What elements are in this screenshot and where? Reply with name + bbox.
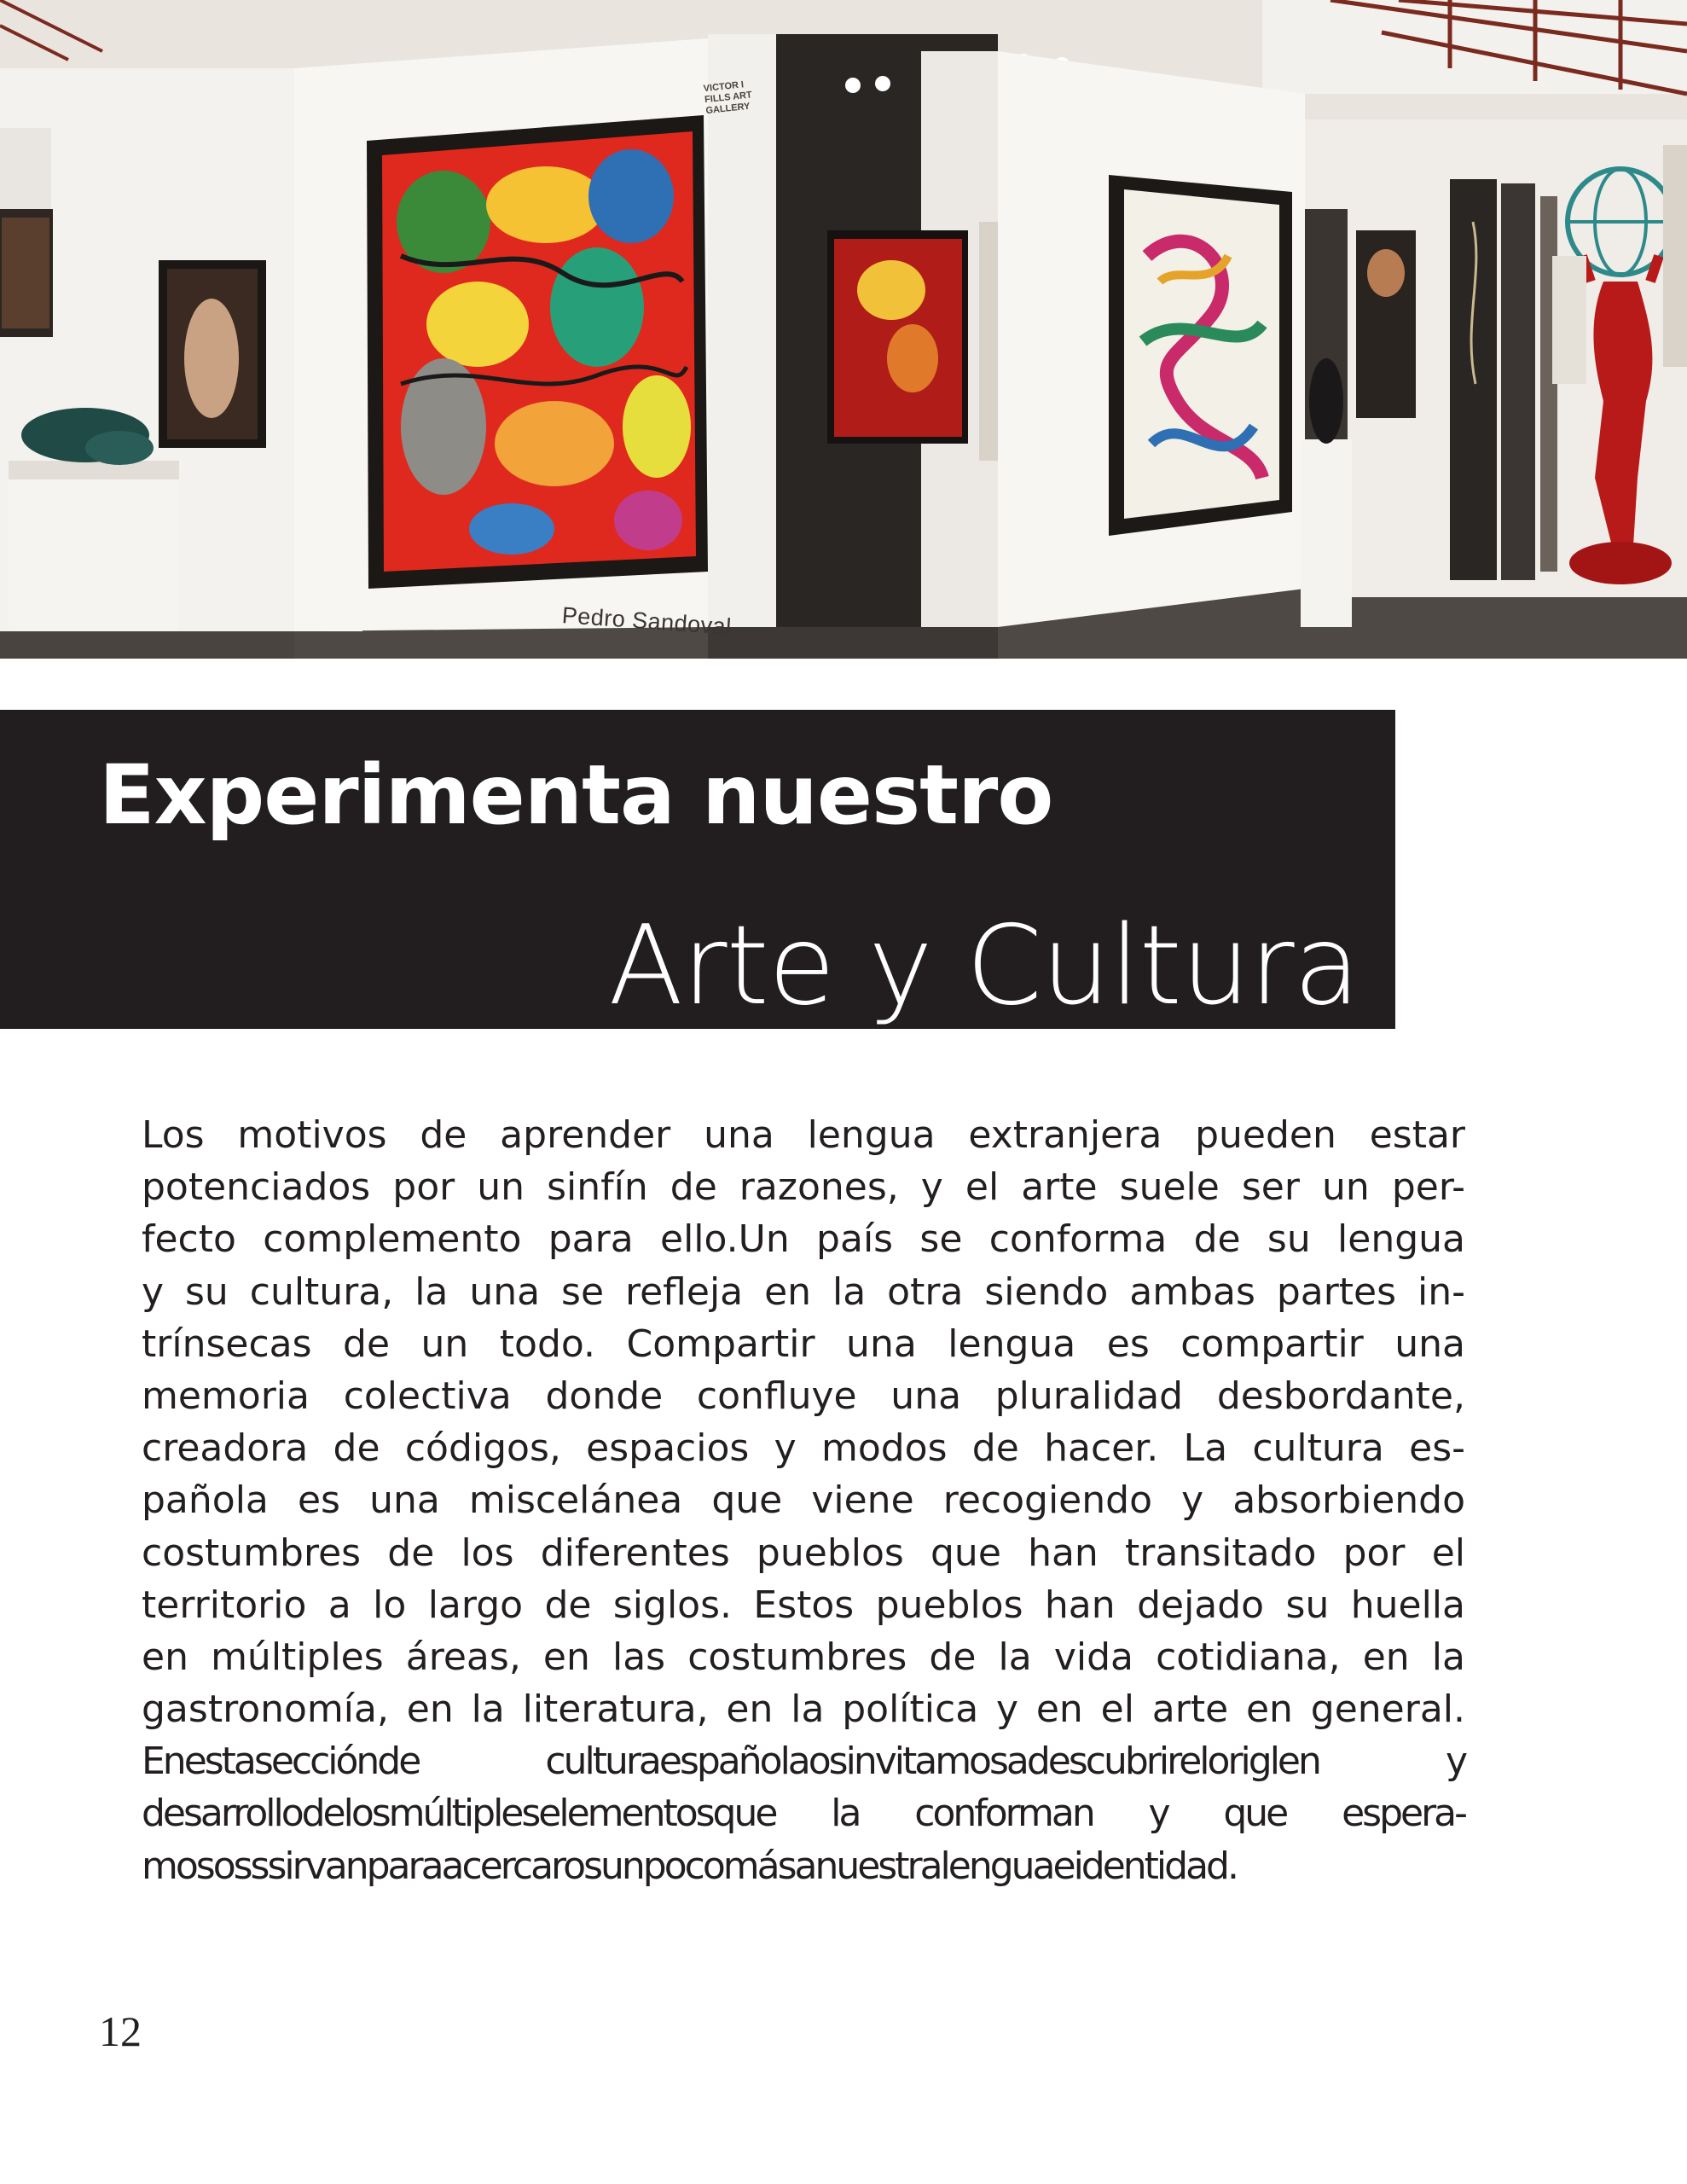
body-line: Los motivos de aprender una lengua extranjera pueden estar: [142, 1113, 1465, 1157]
body-line: costumbres de los diferentes pueblos que han transitado por el: [142, 1531, 1465, 1575]
body-line: trínsecas de un todo. Compartir una lengua es compartir una: [142, 1321, 1465, 1366]
title-line-2: Arte y Cultura: [608, 903, 1359, 1029]
colorful-painting: [367, 115, 708, 589]
body-line: memoria colectiva donde confluye una pluralidad desbordante,: [142, 1374, 1465, 1418]
body-line: fecto complemento para ello.Un país se conforma de su lengua: [142, 1217, 1465, 1262]
body-line: mososssirvanparaacercarosunpocomásanuestralenguaeidentidad.: [142, 1844, 1237, 1888]
body-line: territorio a lo largo de siglos. Estos pueblos han dejado su huella: [142, 1583, 1465, 1627]
body-line: pañola es una miscelánea que viene recogiendo y absorbiendo: [142, 1478, 1465, 1523]
body-line: creadora de códigos, espacios y modos de hacer. La cultura es-: [142, 1426, 1465, 1471]
body-line: desarrollodelosmúltipleselementosque la conforman y que espera-: [142, 1792, 1465, 1836]
body-line: Enestasecciónde culturaespañolaosinvitamosadescubrireloriglen y: [142, 1740, 1465, 1784]
painting-artist-label: Pedro Sandoval: [560, 602, 733, 640]
body-line: potenciados por un sinfín de razones, y el arte suele ser un per-: [142, 1165, 1465, 1210]
title-banner: [0, 710, 1395, 1029]
swirl-painting: [1109, 175, 1292, 536]
body-line: en múltiples áreas, en las costumbres de la vida cotidiana, en la: [142, 1635, 1465, 1679]
hero-photo: [0, 0, 1687, 659]
gallery-sign: VICTOR I FILLS ART GALLERY: [703, 79, 753, 117]
article-body: [142, 1109, 1465, 1892]
title-line-1: Experimenta nuestro: [99, 747, 1053, 843]
page-number: 12: [99, 2007, 142, 2055]
gallery-scene: [0, 0, 1687, 659]
body-line: y su cultura, la una se refleja en la otra siendo ambas partes in-: [142, 1269, 1465, 1314]
body-line: gastronomía, en la literatura, en la política y en el arte en general.: [142, 1687, 1465, 1732]
